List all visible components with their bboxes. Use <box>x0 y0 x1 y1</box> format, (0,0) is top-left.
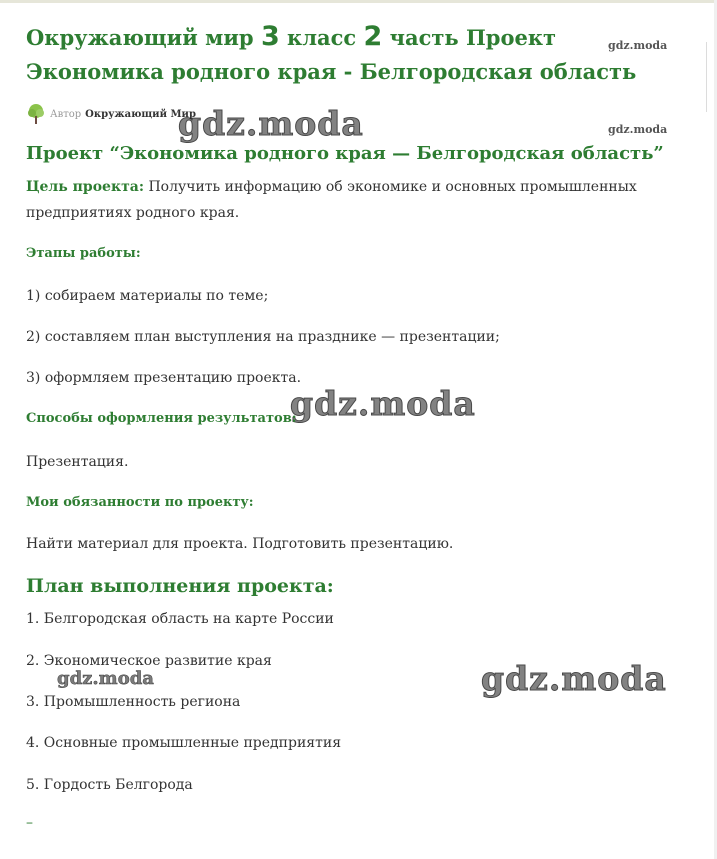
goal-line-2: предприятиях родного края. <box>26 205 240 221</box>
author-byline <box>26 103 196 125</box>
author-label: Автор <box>50 108 82 120</box>
title-text-2: класс <box>279 25 364 50</box>
plan-item: 2. Экономическое развитие края <box>26 653 272 669</box>
stage-item: 2) составляем план выступления на празднике — презентации; <box>26 329 500 345</box>
watermark-small: gdz.moda <box>608 123 668 136</box>
page-title <box>26 20 646 89</box>
duties-label: Мои обязанности по проекту: <box>26 495 254 510</box>
title-grade: 3 <box>260 21 280 52</box>
stage-item: 1) собираем материалы по теме; <box>26 288 269 304</box>
sidebar-edge <box>706 42 713 112</box>
author-name[interactable]: Окружающий Мир <box>85 108 196 120</box>
stages-label: Этапы работы: <box>26 246 141 261</box>
plan-item: 4. Основные промышленные предприятия <box>26 735 342 751</box>
plan-item: 5. Гордость Белгорода <box>26 777 193 793</box>
plan-item: 3. Промышленность региона <box>26 694 241 710</box>
title-text-1: Окружающий мир <box>26 25 261 50</box>
footer-dash: – <box>26 815 33 831</box>
goal-label: Цель проекта: <box>26 179 144 195</box>
tree-icon <box>26 103 46 125</box>
project-heading: Проект “Экономика родного края — Белгородская область” <box>26 143 664 164</box>
title-text-3: часть Проект Экономика родного края - Белгородская область <box>26 25 637 84</box>
watermark-medium: gdz.moda <box>57 668 154 689</box>
stage-item: 3) оформляем презентацию проекта. <box>26 370 302 386</box>
plan-heading: План выполнения проекта: <box>26 575 334 597</box>
goal-text: Получить информацию об экономике и основных промышленных <box>144 179 637 195</box>
top-border <box>0 0 717 3</box>
watermark-large: gdz.moda <box>178 104 364 143</box>
watermark-large: gdz.moda <box>290 384 476 423</box>
watermark-small: gdz.moda <box>608 39 668 52</box>
watermark-large: gdz.moda <box>481 659 667 698</box>
results-text: Презентация. <box>26 454 129 470</box>
goal-line-1 <box>26 179 637 195</box>
title-part-number: 2 <box>363 21 383 52</box>
results-label: Способы оформления результатов: <box>26 411 297 426</box>
duties-text: Найти материал для проекта. Подготовить презентацию. <box>26 536 454 552</box>
plan-item: 1. Белгородская область на карте России <box>26 611 334 627</box>
